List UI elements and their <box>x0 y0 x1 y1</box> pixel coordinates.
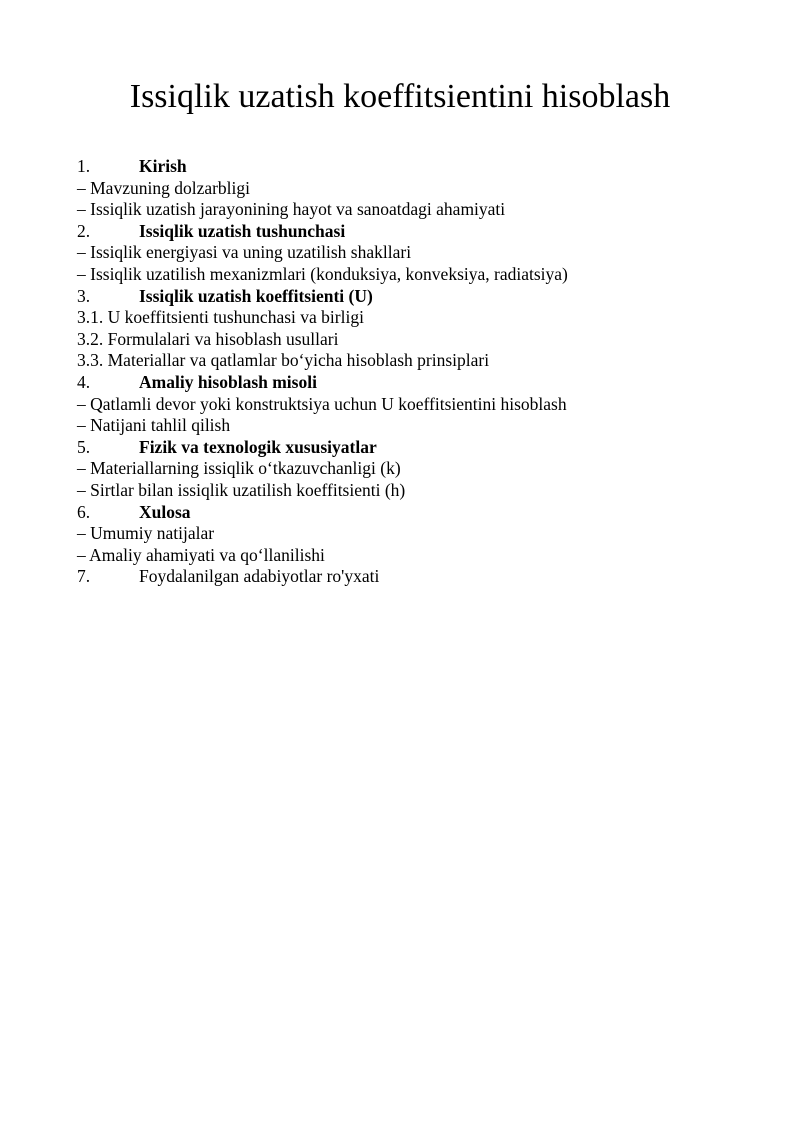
toc-subitem: 3.2. Formulalari va hisoblash usullari <box>77 328 339 349</box>
toc-subitem: – Issiqlik uzatilish mexanizmlari (konduksiya, konveksiya, radiatsiya) <box>77 263 568 284</box>
toc-item <box>77 566 777 588</box>
toc-item-label: Issiqlik uzatish koeffitsienti (U) <box>139 285 373 306</box>
toc-item-number: 4. <box>77 371 91 392</box>
toc-item-label: Xulosa <box>139 501 191 522</box>
toc-item-number: 1. <box>77 156 91 176</box>
toc-item-label: Kirish <box>139 156 187 176</box>
toc-subitem: – Materiallarning issiqlik o‘tkazuvchanligi (k) <box>77 458 401 479</box>
toc-item-label: Foydalanilgan adabiyotlar ro'yxati <box>139 566 380 587</box>
toc-section-heading <box>77 156 777 178</box>
toc-subitem: – Issiqlik uzatish jarayonining hayot va sanoatdagi ahamiyati <box>77 199 506 220</box>
table-of-contents <box>77 156 777 588</box>
toc-subitem: – Sirtlar bilan issiqlik uzatilish koeffitsienti (h) <box>77 479 406 500</box>
toc-subitem: – Umumiy natijalar <box>77 523 215 544</box>
toc-item-label: Amaliy hisoblash misoli <box>139 371 317 392</box>
toc-section-heading <box>77 502 777 524</box>
toc-section-heading <box>77 221 777 243</box>
toc-item-number: 2. <box>77 220 91 241</box>
toc-section-heading <box>77 437 777 459</box>
toc-subitem: – Mavzuning dolzarbligi <box>77 177 251 198</box>
toc-subitem: – Amaliy ahamiyati va qo‘llanilishi <box>77 544 325 565</box>
toc-subitem: – Issiqlik energiyasi va uning uzatilish shakllari <box>77 242 412 263</box>
document-title: Issiqlik uzatish koeffitsientini hisoblash <box>129 78 671 115</box>
toc-subitem: 3.1. U koeffitsienti tushunchasi va birligi <box>77 307 364 328</box>
toc-item-number: 3. <box>77 285 91 306</box>
toc-section-heading <box>77 286 777 308</box>
toc-subitem: – Qatlamli devor yoki konstruktsiya uchun U koeffitsientini hisoblash <box>77 393 567 414</box>
toc-section-heading <box>77 372 777 394</box>
toc-item-label: Issiqlik uzatish tushunchasi <box>139 220 346 241</box>
toc-item-label: Fizik va texnologik xususiyatlar <box>139 436 377 457</box>
toc-subitem: 3.3. Materiallar va qatlamlar bo‘yicha hisoblash prinsiplari <box>77 350 490 371</box>
toc-item-number: 6. <box>77 501 91 522</box>
toc-item-number: 5. <box>77 436 91 457</box>
toc-subitem: – Natijani tahlil qilish <box>77 415 231 436</box>
toc-item-number: 7. <box>77 566 91 587</box>
